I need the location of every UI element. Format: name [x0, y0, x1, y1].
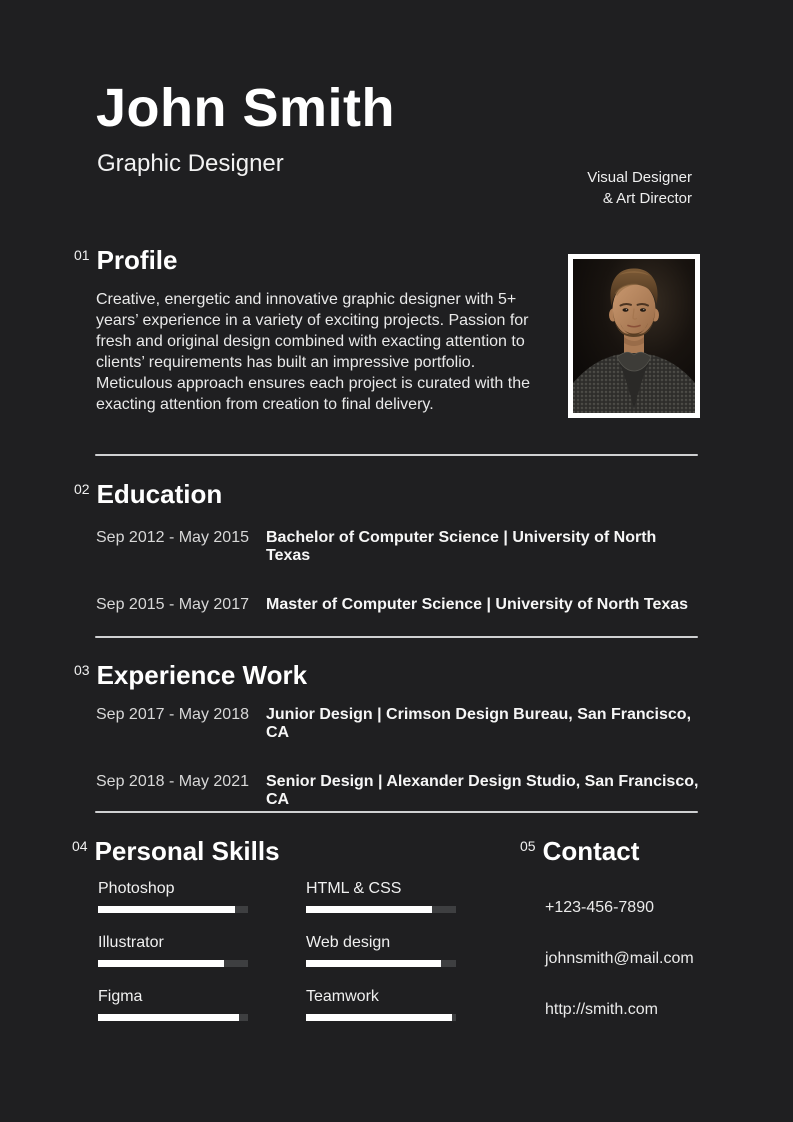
- skill-label: HTML & CSS: [306, 880, 402, 897]
- education-dates: Sep 2012 - May 2015: [96, 529, 249, 546]
- section-title: Personal Skills: [94, 836, 280, 866]
- skills-section-heading: [72, 836, 280, 867]
- tagline: [587, 167, 692, 209]
- skill-item: [306, 988, 456, 1021]
- skill-item: [98, 880, 248, 913]
- contact-section-heading: [520, 836, 639, 867]
- skill-bar-fill: [98, 1014, 239, 1021]
- section-number: 02: [74, 481, 90, 497]
- experience-dates: Sep 2018 - May 2021: [96, 773, 249, 790]
- education-section-heading: [74, 479, 222, 510]
- skill-label: Illustrator: [98, 934, 164, 951]
- contact-list: [545, 899, 694, 1052]
- skill-bar-track: [98, 906, 248, 913]
- section-title: Education: [96, 479, 223, 509]
- education-dates: Sep 2015 - May 2017: [96, 596, 249, 613]
- skill-item: [306, 934, 456, 967]
- experience-row: [96, 706, 701, 742]
- section-number: 04: [72, 838, 88, 854]
- skill-item: [306, 880, 456, 913]
- skills-grid: [98, 880, 454, 1042]
- section-number: 05: [520, 838, 536, 854]
- skill-label: Teamwork: [306, 988, 379, 1005]
- contact-website: http://smith.com: [545, 1001, 658, 1018]
- tagline-line2: & Art Director: [602, 190, 692, 207]
- section-title: Experience Work: [96, 660, 308, 690]
- skills-column-1: [98, 880, 248, 1042]
- skill-bar-fill: [306, 1014, 452, 1021]
- skill-item: [98, 934, 248, 967]
- experience-dates: Sep 2017 - May 2018: [96, 706, 249, 723]
- section-title: Contact: [542, 836, 640, 866]
- skills-column-2: [306, 880, 456, 1042]
- education-description: Master of Computer Science | University of North Texas: [266, 596, 689, 613]
- education-row: [96, 596, 701, 614]
- skill-label: Figma: [98, 988, 143, 1005]
- person-role: Graphic Designer: [97, 150, 284, 177]
- skill-bar-track: [98, 1014, 248, 1021]
- skill-bar-track: [98, 960, 248, 967]
- person-name: John Smith: [96, 78, 395, 138]
- section-number: 01: [74, 247, 90, 263]
- skill-bar-fill: [98, 906, 235, 913]
- skill-label: Web design: [306, 934, 391, 951]
- skill-item: [98, 988, 248, 1021]
- skill-bar-track: [306, 906, 456, 913]
- experience-section-heading: [74, 660, 307, 691]
- section-number: 03: [74, 662, 90, 678]
- skill-bar-track: [306, 960, 456, 967]
- portrait-photo-illustration: [573, 259, 695, 413]
- experience-rows: [96, 706, 701, 840]
- education-description: Bachelor of Computer Science | University of North Texas: [266, 529, 657, 564]
- education-row: [96, 529, 701, 565]
- experience-row: [96, 773, 701, 809]
- divider: [95, 636, 698, 638]
- divider: [95, 454, 698, 456]
- skill-bar-fill: [98, 960, 224, 967]
- skill-label: Photoshop: [98, 880, 175, 897]
- experience-description: Junior Design | Crimson Design Bureau, San Francisco, CA: [266, 706, 692, 741]
- contact-email: johnsmith@mail.com: [545, 950, 694, 967]
- tagline-line1: Visual Designer: [587, 169, 692, 186]
- education-rows: [96, 529, 701, 645]
- portrait-photo: [568, 254, 700, 418]
- divider: [95, 811, 698, 813]
- section-title: Profile: [96, 245, 178, 275]
- profile-section-heading: [74, 245, 178, 276]
- skill-bar-track: [306, 1014, 456, 1021]
- skill-bar-fill: [306, 906, 432, 913]
- profile-text: Creative, energetic and innovative graphic designer with 5+ years’ experience in a variety of exciting projects. Passion for fresh and original design combined with exacting attention to clients’ requirements has built an impressive portfolio. Meticulous approach ensures each project is curated with the exacting attention from creation to final delivery.: [96, 291, 531, 413]
- contact-phone: +123-456-7890: [545, 899, 654, 916]
- skill-bar-fill: [306, 960, 441, 967]
- experience-description: Senior Design | Alexander Design Studio, San Francisco, CA: [266, 773, 699, 808]
